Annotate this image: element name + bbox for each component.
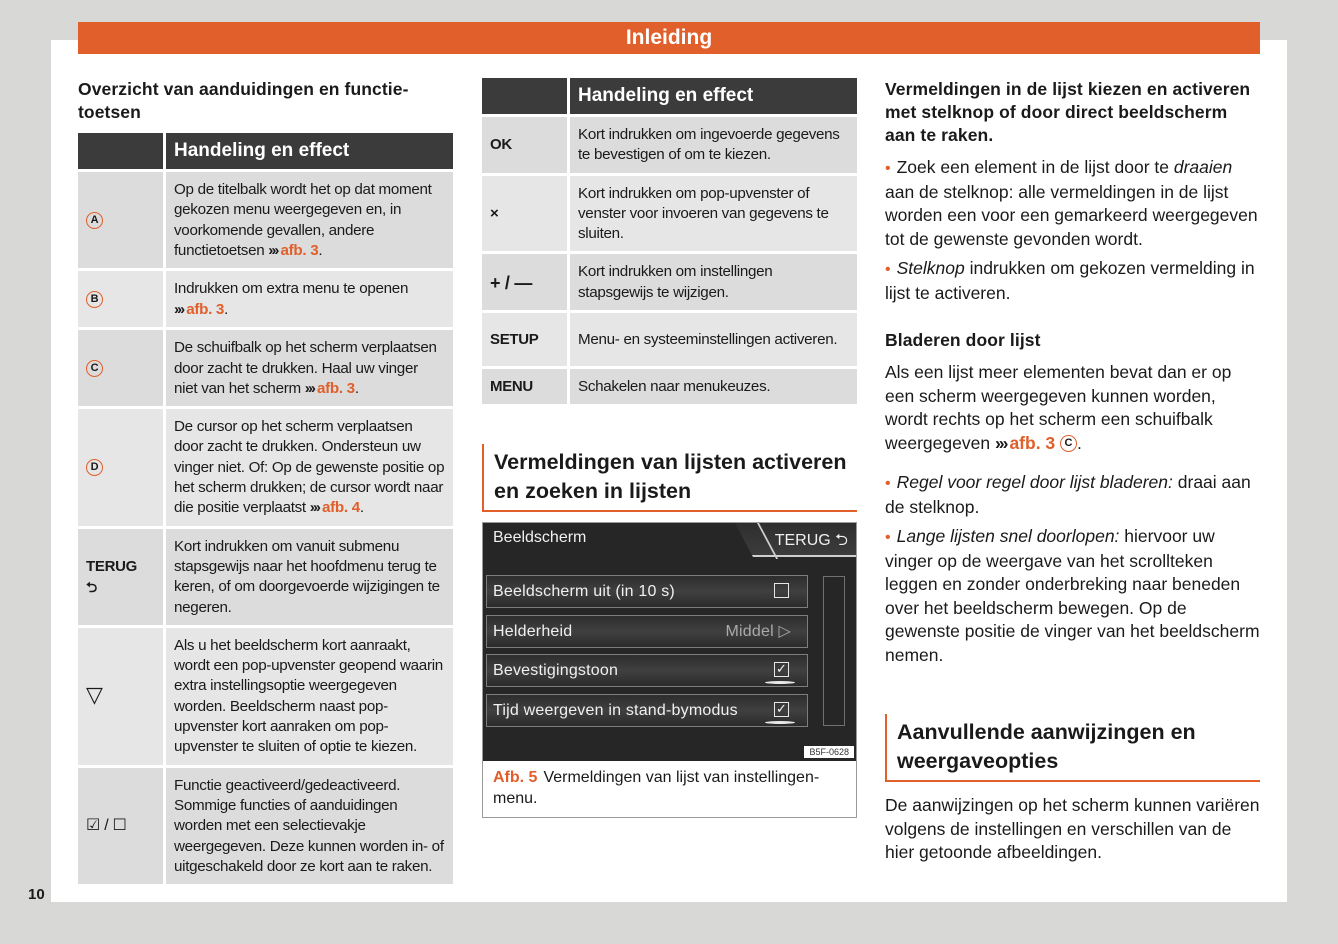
- table-row: [78, 628, 453, 765]
- effect-cell: Menu- en systeeminstellingen activeren.: [570, 313, 857, 366]
- overview-heading: [78, 78, 453, 124]
- key-cell: [78, 768, 166, 884]
- chevron-reference-icon: ›››: [268, 241, 278, 259]
- bullet-text: indrukken om gekozen vermelding in lijst te activeren.: [885, 258, 1255, 303]
- circle-a-icon: A: [86, 212, 103, 229]
- figure-link[interactable]: afb. 3: [186, 300, 225, 318]
- bullet-emphasis: draaien: [1173, 157, 1233, 177]
- selection-glow: [765, 681, 795, 684]
- table-row: [78, 172, 453, 268]
- bullet-emphasis: Stelknop: [896, 258, 965, 278]
- bullet-text: aan de stelknop: alle vermeldingen in de lijst worden een voor een gemarkeerd weergegeven tot de gewenste gevonden wordt.: [885, 181, 1258, 249]
- screen-row-standby-clock[interactable]: [486, 694, 808, 727]
- terug-label: TERUG: [86, 557, 138, 575]
- key-cell: [78, 330, 166, 406]
- table-row: [78, 529, 453, 625]
- effect-cell: De cursor op het scherm verplaatsen door zacht te drukken. Ondersteun uw vinger niet. Of: Op de gewenste positie op het scherm drukken; de cursor wordt naar die positie verplaatst ››› afb. 4.: [166, 409, 453, 525]
- effect-cell: Kort indrukken om ingevoerde gegevens te bevestigen of om te kiezen.: [570, 117, 857, 173]
- effect-cell: Functie geactiveerd/gedeactiveerd. Sommige functies of aanduidingen worden met een selectievakje weergegeven. Deze kunnen worden in- of uitgeschakeld door ze kort aan te raken.: [166, 768, 453, 884]
- row-label: Bevestigingstoon: [493, 662, 619, 679]
- overview-heading-line1: Overzicht van aanduidingen en functie-: [78, 79, 409, 99]
- figure-5: [482, 522, 857, 818]
- brightness-value: Middel ▷: [725, 623, 791, 640]
- figure-link[interactable]: afb. 4: [321, 499, 360, 517]
- row-label: Helderheid: [493, 623, 573, 640]
- table-row: [482, 254, 857, 310]
- screen-title: Beeldscherm: [493, 529, 587, 546]
- table-row: [78, 768, 453, 884]
- table-header-row: [78, 133, 453, 169]
- checkbox-checked-icon[interactable]: ✓: [775, 661, 788, 676]
- paragraph-text: Als een lijst meer elementen bevat dan er op een scherm weergegeven kunnen worden, wordt rechts op het scherm een schuifbalk weergegeven: [885, 362, 1232, 453]
- screen-row-display-off[interactable]: [486, 575, 808, 608]
- table-row: [78, 330, 453, 406]
- table-header-row: [482, 78, 857, 114]
- circle-c-icon: C: [1060, 435, 1077, 452]
- table-row: [78, 271, 453, 327]
- figure-link[interactable]: afb. 3: [280, 241, 319, 259]
- bullet-text: draai aan de stelknop.: [885, 472, 1251, 517]
- bullet-text: hiervoor uw vinger op de weergave van het scrollteken leggen en zonder onderbreking naar beneden over het beeldscherm bewegen. Op de gewenste positie de vinger van het beeldscherm nemen.: [885, 526, 1260, 665]
- sub-heading-browse: Bladeren door lijst: [885, 330, 1041, 350]
- effect-cell: Schakelen naar menukeuzes.: [570, 369, 857, 404]
- chevron-reference-icon: ›››: [309, 499, 319, 517]
- control-keys-table: [482, 75, 857, 407]
- row-label: Tijd weergeven in stand-bymodus: [493, 702, 738, 719]
- table-header-effect: Handeling en effect: [570, 78, 857, 114]
- section-header-bar: Inleiding: [78, 22, 1260, 54]
- key-cell: SETUP: [482, 313, 570, 366]
- screen-row-brightness[interactable]: [486, 615, 808, 648]
- table-row: [482, 369, 857, 404]
- effect-cell: Op de titelbalk wordt het op dat moment gekozen menu weergegeven en, in voorkomende gevallen, andere functietoetsen ››› afb. 3.: [166, 172, 453, 268]
- circle-c-icon: C: [86, 360, 103, 377]
- bullet-emphasis: Regel voor regel door lijst bladeren:: [896, 472, 1173, 492]
- table-row: [482, 117, 857, 173]
- key-cell: [78, 628, 166, 765]
- close-icon: ×: [482, 176, 570, 252]
- browse-paragraph: Als een lijst meer elementen bevat dan er op een scherm weergegeven kunnen worden, wordt rechts op het scherm een schuifbalk weergegeven ››› afb. 3 C .: [885, 362, 1232, 453]
- overview-heading-line2: toetsen: [78, 102, 141, 122]
- table-header-key: [78, 133, 166, 169]
- figure-link[interactable]: afb. 3: [316, 379, 355, 397]
- back-button[interactable]: TERUG ⮌: [774, 532, 848, 549]
- function-keys-table: [78, 130, 453, 887]
- circle-d-icon: D: [86, 459, 103, 476]
- chevron-reference-icon: ›››: [994, 432, 1007, 453]
- selection-glow: [765, 721, 795, 724]
- effect-cell: Kort indrukken om instellingen stapsgewijs te wijzigen.: [570, 254, 857, 310]
- row-label: Beeldscherm uit (in 10 s): [493, 583, 675, 600]
- key-cell: [78, 271, 166, 327]
- screen-scrollbar[interactable]: [823, 576, 845, 726]
- figure-link[interactable]: afb. 3: [1009, 432, 1056, 453]
- key-cell: [78, 529, 166, 625]
- bullet-emphasis: Lange lijsten snel doorlopen:: [896, 526, 1120, 546]
- effect-cell: Indrukken om extra menu te openen ››› afb. 3.: [166, 271, 453, 327]
- section-heading-additional: Aanvullende aanwijzingen en weergaveopties: [885, 714, 1260, 782]
- caption-text: Vermeldingen van lijst van instellingen-menu.: [493, 769, 820, 807]
- bullet-text: Zoek een element in de lijst door te: [896, 157, 1174, 177]
- chevron-reference-icon: ›››: [304, 379, 314, 397]
- plus-minus-icon: + / —: [482, 254, 570, 310]
- table-header-key: [482, 78, 570, 114]
- closing-paragraph: De aanwijzingen op het scherm kunnen variëren volgens de instellingen en verschillen van de hier getoonde afbeeldingen.: [885, 795, 1260, 862]
- table-header-effect: Handeling en effect: [166, 133, 453, 169]
- key-cell: OK: [482, 117, 570, 173]
- chevron-reference-icon: ›››: [174, 300, 184, 318]
- table-row: [482, 313, 857, 366]
- back-arrow-icon: ⮌: [86, 579, 97, 596]
- key-cell: MENU: [482, 369, 570, 404]
- key-cell: [78, 172, 166, 268]
- triangle-down-icon: ▽: [86, 682, 103, 708]
- table-row: [482, 176, 857, 252]
- circle-b-icon: B: [86, 291, 103, 308]
- caption-ref: Afb. 5: [493, 769, 538, 786]
- image-code: B5F-0628: [804, 746, 854, 758]
- bullet-item: [885, 156, 1260, 251]
- bullet-item: [885, 257, 1260, 305]
- bullet-item: [885, 525, 1260, 667]
- key-cell: [78, 409, 166, 525]
- checkbox-toggle-icon: ☑ / ☐: [86, 817, 127, 835]
- effect-cell: Kort indrukken om vanuit submenu stapsgewijs naar het hoofdmenu terug te keren, of om doorgevoerde wijzigingen te negeren.: [166, 529, 453, 625]
- bullet-item: [885, 471, 1260, 519]
- effect-cell: Als u het beeldscherm kort aanraakt, wordt een pop-upvenster geopend waarin extra instellingsoptie weergegeven worden. Beeldscherm naast pop-upvenster kort aanraken om pop-upvenster te sluiten of optie te kiezen.: [166, 628, 453, 765]
- screen-row-confirm-tone[interactable]: [486, 654, 808, 687]
- table-row: [78, 409, 453, 525]
- effect-cell: De schuifbalk op het scherm verplaatsen door zacht te drukken. Haal uw vinger niet van het scherm ››› afb. 3.: [166, 330, 453, 406]
- effect-cell: Kort indrukken om pop-upvenster of venster voor invoeren van gegevens te sluiten.: [570, 176, 857, 252]
- section-heading-lists: Vermeldingen van lijsten activeren en zoeken in lijsten: [482, 444, 857, 512]
- intro-heading: Vermeldingen in de lijst kiezen en activeren met stelknop of door direct beeldscherm aan te raken.: [885, 79, 1251, 145]
- checkbox-unchecked-icon[interactable]: [774, 583, 789, 598]
- page-number: 10: [28, 886, 45, 903]
- settings-screen-image: [483, 523, 856, 761]
- checkbox-checked-icon[interactable]: ✓: [775, 701, 788, 716]
- figure-caption: [483, 761, 856, 817]
